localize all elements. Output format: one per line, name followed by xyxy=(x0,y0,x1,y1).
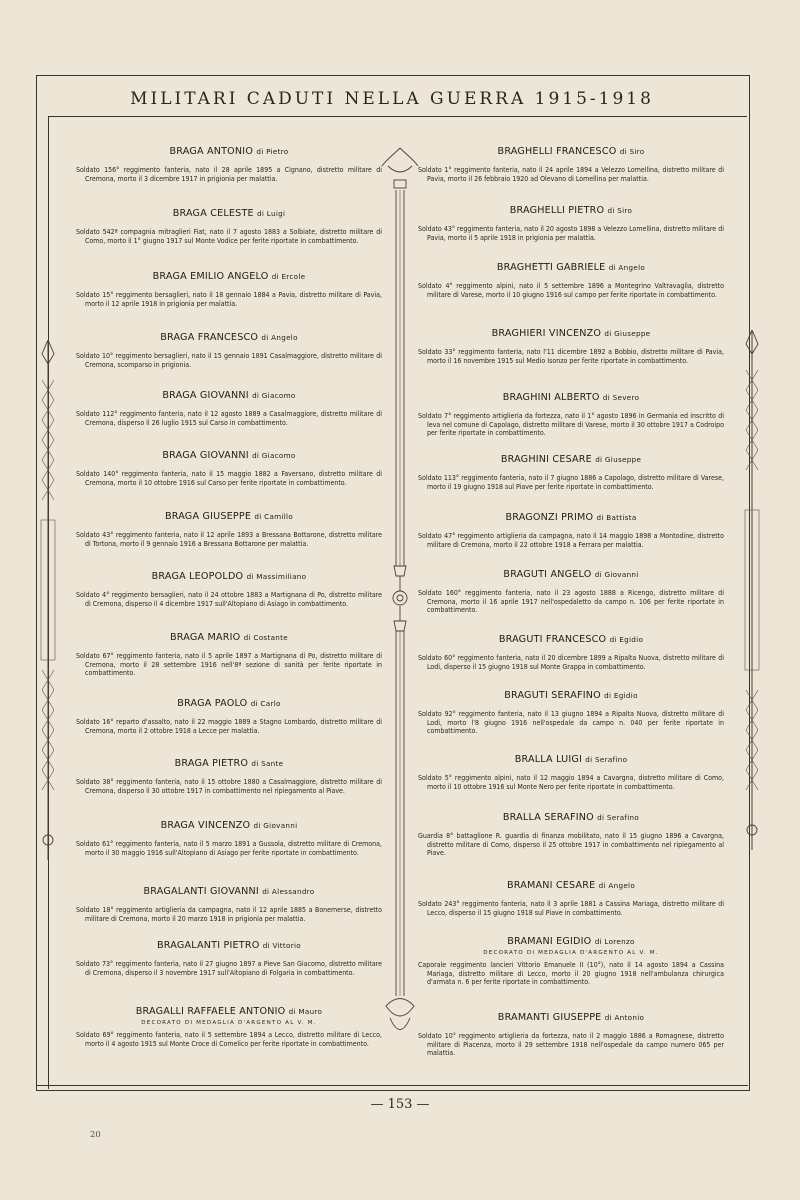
entry-name: BRAGA ANTONIO di Pietro xyxy=(169,146,289,157)
entry xyxy=(418,454,724,491)
entry-name: BRAGA PIETRO di Sante xyxy=(174,758,284,769)
entry-text: Soldato 38° reggimento fanteria, nato il 15 ottobre 1880 a Casalmaggiore, distretto militare di Cremona, disperso il 30 ottobre 1917 in combattimento nel ripiegamento al Piave. xyxy=(76,778,382,795)
entry-text: Soldato 43° reggimento fanteria, nato il 20 agosto 1898 a Velezzo Lomellina, distretto militare di Pavia, morto il 5 aprile 1918 in prigionia per malattia. xyxy=(418,225,724,242)
entry-name: BRAMANTI GIUSEPPE di Antonio xyxy=(497,1012,645,1023)
entry-name: BRAGHETTI GABRIELE di Angelo xyxy=(496,262,646,273)
entry-text: Soldato 67° reggimento fanteria, nato il 5 aprile 1897 a Martignana di Po, distretto militare di Cremona, morto il 28 settembre 1916 nell'8ª sezione di sanità per ferite riportate in combattimento. xyxy=(76,652,382,678)
entry-name: BRAGA GIOVANNI di Giacomo xyxy=(162,450,296,461)
entry xyxy=(76,208,382,245)
entry-name: BRAGA EMILIO ANGELO di Ercole xyxy=(152,271,306,282)
footer-number: 20 xyxy=(90,1130,101,1140)
entry-decoration-note: DECORATO DI MEDAGLIA D'ARGENTO AL V. M. xyxy=(483,950,659,956)
entry-text: Soldato 243° reggimento fanteria, nato il 3 aprile 1881 a Cassina Mariaga, distretto militare di Lecco, disperso il 15 giugno 1918 sul Piave in combattimento. xyxy=(418,900,724,917)
entry xyxy=(76,390,382,427)
entry xyxy=(418,634,724,671)
entry xyxy=(76,332,382,369)
entry-name: BRAMANI CESARE di Angelo xyxy=(506,880,636,891)
entry xyxy=(418,754,724,791)
page-header-title: MILITARI CADUTI NELLA GUERRA 1915-1918 xyxy=(130,89,654,109)
center-column-ornament xyxy=(380,146,420,1046)
entry-text: Soldato 10° reggimento artiglieria da fortezza, nato il 2 maggio 1886 a Romagnese, distretto militare di Piacenza, morto il 29 settembre 1918 nell'ospedale da campo numero 065 per malattia. xyxy=(418,1032,724,1058)
entry-text: Soldato 16° reparto d'assalto, nato il 22 maggio 1889 a Stagno Lombardo, distretto militare di Cremona, morto il 2 ottobre 1918 a Lecce per malattia. xyxy=(76,718,382,735)
entry xyxy=(76,146,382,183)
entry-text: Soldato 10° reggimento bersaglieri, nato il 15 gennaio 1891 Casalmaggiore, distretto militare di Cremona, scomparso in prigionia. xyxy=(76,352,382,369)
entry xyxy=(418,512,724,549)
entry-text: Soldato 60° reggimento fanteria, nato il 20 dicembre 1899 a Ripalta Nuova, distretto militare di Lodi, disperso il 15 giugno 1918 sul Monte Grappa in combattimento. xyxy=(418,654,724,671)
entry-name: BRAGHINI CESARE di Giuseppe xyxy=(500,454,642,465)
entry-name: BRAGHELLI FRANCESCO di Siro xyxy=(497,146,645,157)
entry-name: BRAGALANTI PIETRO di Vittorio xyxy=(157,940,301,951)
entry-name: BRAGHELLI PIETRO di Siro xyxy=(509,205,633,216)
entry-name: BRAGA MARIO di Costante xyxy=(170,632,288,643)
entry xyxy=(76,1006,382,1048)
entry-text: Soldato 61° reggimento fanteria, nato il 5 marzo 1891 a Gussola, distretto militare di Cremona, morto il 30 maggio 1916 sull'Altopiano di Asiago per ferite riportate in combattimento. xyxy=(76,840,382,857)
entry xyxy=(418,328,724,365)
entry xyxy=(76,758,382,795)
entry-name: BRAGA PAOLO di Carlo xyxy=(177,698,281,709)
entry xyxy=(76,698,382,735)
entry xyxy=(418,392,724,438)
entry-text: Soldato 43° reggimento fanteria, nato il 12 aprile 1893 a Bressana Bottarone, distretto militare di Tortona, morto il 9 gennaio 1916 a Bressana Bottarone per malattia. xyxy=(76,531,382,548)
entry-text: Soldato 140° reggimento fanteria, nato il 15 maggio 1882 a Faversano, distretto militare di Cremona, morto il 10 ottobre 1916 sul Carso per ferite riportate in combattimento. xyxy=(76,470,382,487)
left-spear-ornament xyxy=(37,340,59,860)
entry-text: Caporale reggimento lancieri Vittorio Emanuele II (10°), nato il 14 agosto 1894 a Cassina Mariaga, distretto militare di Lecco, morto il 20 giugno 1918 nell'ambulanza chirurgica d'armata n. 6 per ferite riportate in combattimento. xyxy=(418,961,724,987)
entry xyxy=(418,880,724,917)
entry xyxy=(418,569,724,615)
entry-name: BRAGHINI ALBERTO di Severo xyxy=(502,392,640,403)
entry-name: BRAGALLI RAFFAELE ANTONIO di Mauro xyxy=(135,1006,323,1017)
entry-name: BRAGA CELESTE di Luigi xyxy=(172,208,286,219)
bottom-rule xyxy=(36,1085,748,1086)
entry-text: Soldato 5° reggimento alpini, nato il 12 maggio 1894 a Cavargna, distretto militare di Como, morto il 10 ottobre 1916 sul Monte Nero per ferite riportate in combattimento. xyxy=(418,774,724,791)
entry-text: Soldato 112° reggimento fanteria, nato il 12 agosto 1889 a Casalmaggiore, distretto militare di Cremona, disperso il 26 luglio 1915 sul Carso in combattimento. xyxy=(76,410,382,427)
entry-text: Soldato 4° reggimento bersaglieri, nato il 24 ottobre 1883 a Martignana di Po, distretto militare di Cremona, disperso il 4 dicembre 1917 sull'Altopiano di Asiago in combattimento. xyxy=(76,591,382,608)
entry-text: Soldato 92° reggimento fanteria, nato il 13 giugno 1894 a Ripalta Nuova, distretto militare di Lodi, morto l'8 giugno 1916 nell'ospedale da campo n. 040 per ferite riportate in combattimento. xyxy=(418,710,724,736)
entry-name: BRAGA LEOPOLDO di Massimiliano xyxy=(151,571,307,582)
entry-name: BRAGA GIUSEPPE di Camillo xyxy=(164,511,294,522)
entry-text: Soldato 160° reggimento fanteria, nato il 23 agosto 1888 a Ricengo, distretto militare di Cremona, morto il 16 aprile 1917 nell'ospedaletto da campo n. 106 per ferite riportate in combattimento. xyxy=(418,589,724,615)
entry-text: Soldato 33° reggimento fanteria, nato l'11 dicembre 1892 a Bobbio, distretto militare di Pavia, morto il 16 novembre 1915 sul Medio Isonzo per ferite riportate in combattimento. xyxy=(418,348,724,365)
entry-name: BRAGALANTI GIOVANNI di Alessandro xyxy=(143,886,315,897)
entry xyxy=(418,262,724,299)
entry-text: Soldato 15° reggimento bersaglieri, nato il 18 gennaio 1884 a Pavia, distretto militare di Pavia, morto il 12 aprile 1918 in prigionia per malattia. xyxy=(76,291,382,308)
entry-name: BRAMANI EGIDIO di Lorenzo xyxy=(507,936,635,947)
entry-text: Soldato 69° reggimento fanteria, nato il 5 settembre 1894 a Lecco, distretto militare di Lecco, morto il 4 agosto 1915 sul Monte Croce di Comelico per ferite riportate in combattimento. xyxy=(76,1031,382,1048)
entry-text: Soldato 47° reggimento artiglieria da campagna, nato il 14 maggio 1898 a Montodine, distretto militare di Cremona, morto il 22 ottobre 1918 a Ferrara per malattia. xyxy=(418,532,724,549)
entry xyxy=(418,1012,724,1058)
entry-name: BRAGHIERI VINCENZO di Giuseppe xyxy=(491,328,651,339)
entry xyxy=(418,205,724,242)
entry-text: Soldato 18° reggimento artiglieria da campagna, nato il 12 aprile 1885 a Bonemerse, distretto militare di Cremona, morto il 20 marzo 1918 in prigionia per malattia. xyxy=(76,906,382,923)
entry-text: Soldato 113° reggimento fanteria, nato il 7 giugno 1886 a Capolago, distretto militare di Varese, morto il 19 giugno 1918 sul Piave per ferite riportate in combattimento. xyxy=(418,474,724,491)
entry-text: Soldato 542ª compagnia mitraglieri Fiat, nato il 7 agosto 1883 a Solbiate, distretto militare di Como, morto il 1° giugno 1917 sul Monte Vodice per ferite riportate in combattimento. xyxy=(76,228,382,245)
entry xyxy=(76,271,382,308)
entry xyxy=(76,511,382,548)
entry xyxy=(76,632,382,678)
entry-name: BRAGONZI PRIMO di Battista xyxy=(505,512,637,523)
entry-decoration-note: DECORATO DI MEDAGLIA D'ARGENTO AL V. M. xyxy=(141,1020,317,1026)
entry-text: Guardia 8° battaglione R. guardia di finanza mobilitato, nato il 15 giugno 1896 a Cavargna, distretto militare di Como, disperso il 25 ottobre 1917 in combattimento nel ripiegamento al Piave. xyxy=(418,832,724,858)
entry-text: Soldato 1° reggimento fanteria, nato il 24 aprile 1894 a Velezzo Lomellina, distretto militare di Pavia, morto il 26 febbraio 1920 ad Olevano di Lomellina per malattia. xyxy=(418,166,724,183)
entry-name: BRAGA VINCENZO di Giovanni xyxy=(160,820,298,831)
entry-name: BRAGUTI SERAFINO di Egidio xyxy=(504,690,638,701)
entry xyxy=(418,146,724,183)
entry-text: Soldato 7° reggimento artiglieria da fortezza, nato il 1° agosto 1896 in Germania ed inscritto di leva nel comune di Capolago, distretto militare di Varese, morto il 30 ottobre 1917 a Codroipo per ferite riportate in combattimento. xyxy=(418,412,724,438)
entry xyxy=(418,812,724,858)
entry xyxy=(76,940,382,977)
entry xyxy=(76,886,382,923)
right-spear-ornament xyxy=(741,330,763,850)
entry-name: BRALLA SERAFINO di Serafino xyxy=(502,812,640,823)
entry xyxy=(76,450,382,487)
entry xyxy=(76,820,382,857)
entry-name: BRALLA LUIGI di Serafino xyxy=(514,754,628,765)
entry-name: BRAGA GIOVANNI di Giacomo xyxy=(162,390,296,401)
entry-text: Soldato 4° reggimento alpini, nato il 5 settembre 1896 a Montegrino Valtravaglia, distretto militare di Varese, morto il 10 giugno 1916 sul campo per ferite riportate in combattimento. xyxy=(418,282,724,299)
entry-name: BRAGUTI ANGELO di Giovanni xyxy=(503,569,639,580)
entry xyxy=(418,690,724,736)
entry xyxy=(418,936,724,987)
page-number: — 153 — xyxy=(370,1097,430,1112)
entry xyxy=(76,571,382,608)
entry-name: BRAGUTI FRANCESCO di Egidio xyxy=(498,634,644,645)
entry-text: Soldato 73° reggimento fanteria, nato il 27 giugno 1897 a Pieve San Giacomo, distretto militare di Cremona, disperso il 3 novembre 1917 sull'Altopiano di Folgaria in combattimento. xyxy=(76,960,382,977)
entry-text: Soldato 156° reggimento fanteria, nato il 28 aprile 1895 a Cignano, distretto militare di Cremona, morto il 3 dicembre 1917 in prigionia per malattia. xyxy=(76,166,382,183)
entry-name: BRAGA FRANCESCO di Angelo xyxy=(160,332,298,343)
